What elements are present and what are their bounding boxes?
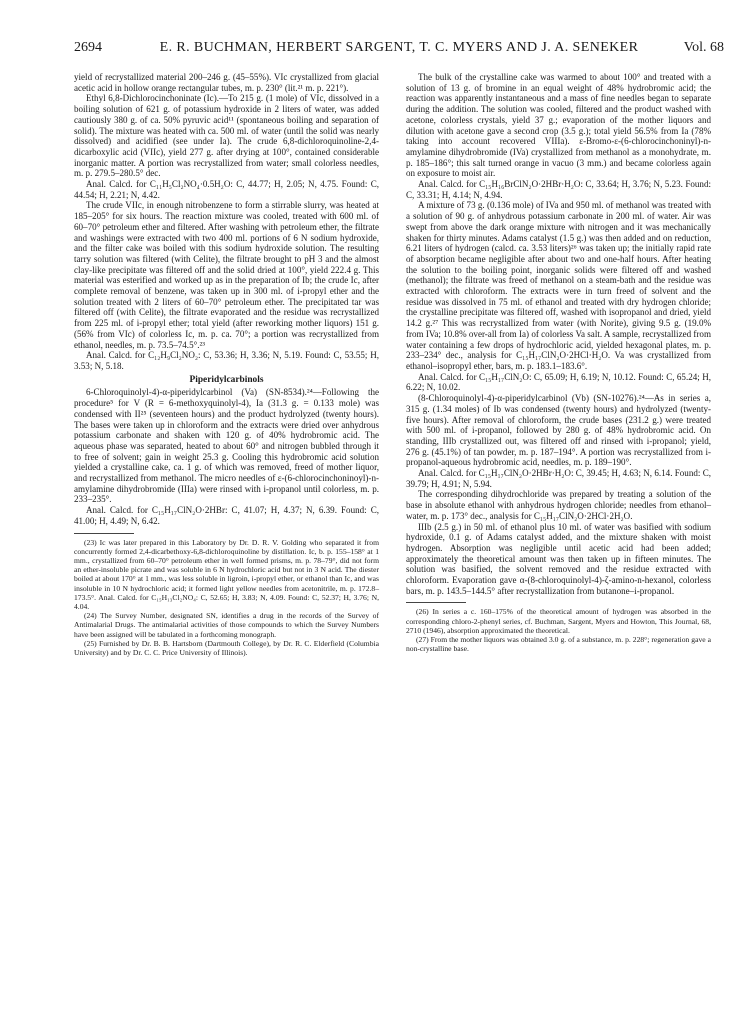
analysis-line: Anal. Calcd. for C₁₅H₁₇ClN₂O: C, 65.09; H, 6.19; N, 10.12. Found: C, 65.24; H, 6.22; N, 10.02. [406,371,711,393]
analysis-line: Anal. Calcd. for C₁₁H₅Cl₂NO₄·0.5H₂O: C, 44.77; H, 2.05; N, 4.75. Found: C, 44.54; H, 2.21; N, 4.42. [74,179,379,200]
paragraph: The crude VIIc, in enough nitrobenzene to form a stirrable slurry, was heated at 185–205° for six hours. The reaction mixture was cooled, treated with 600 ml. of 60–70° petroleum ether and filtered. After washing with petroleum ether, the filtrate and washings were extracted with two 400 ml. portions of 6 N sodium hydroxide, and the filter cake was boiled with this sodium hydroxide solution. The resulting tarry solution was filtered (with Celite), the filtrate brought to pH 3 and the almost clay-like precipitate was filtered off and the solid dried at 100°, yield 222.4 g. This material was esterified and worked up as in the preparation of Ib; the crude Ic, after complete removal of benzene, was taken up in 300 ml. of i-propyl ether and the solution treated with 2 liters of 60–70° petroleum ether. The precipitated tar was filtered off (with Celite), the filtrate evaporated and the residue was recrystallized from 225 ml. of i-propyl ether; total yield (after reworking mother liquors) 151 g. (56% from VIc) of colorless Ic, m. p. ca. 70°; a portion was recrystallized from ethanol, needles, m. p. 73.5–74.5°.²³ [74,200,379,350]
analysis-line: Anal. Calcd. for C₁₅H₁₇ClN₂O·2HBr: C, 41.07; H, 4.37; N, 6.39. Found: C, 41.00; H, 4.49; N, 6.42. [74,505,379,526]
subsection-paragraph: 6-Chloroquinolyl-4)-α-piperidylcarbinol (Va) (SN-8534).²⁴—Following the procedure⁵ for V (R = 6-methoxyquinolyl-4), Ia (31.3 g. = 0.133 mole) was condensed with II²⁵ (seventeen hours) and the product hydrolyzed (twenty hours). The bases were taken up in chloroform and the extracts were dried over anhydrous potassium carbonate and shaken with 120 g. of 40% hydrobromic acid. The aqueous phase was separated, heated to about 60° and nitrogen bubbled through it to free of solvent; gain in weight 25.3 g. Cooling this hydrobromic acid solution yielded a crystalline cake, ca. 1 g. of which was removed, freed of mother liquor, and recrystallized from methanol. The micro needles of ε-(6-chlorocinchoninoyl)-n-amylamine dihydrobromide (IIIa) were rinsed with i-propanol until colorless, m. p. 233–235°. [74,387,379,505]
paragraph: The bulk of the crystalline cake was warmed to about 100° and treated with a solution of 13 g. of bromine in an equal weight of 48% hydrobromic acid; the reaction was apparently instantaneous and a mass of fine needles began to separate during the addition. The solution was cooled, filtered and the product washed with acetone, colorless crystals, yield 37 g.; evaporation of the mother liquors and dilution with acetone gave a second crop (3.5 g.); total yield 56.5% from Ia (78% taking into account recovered VIIIa). ε-Bromo-ε-(6-chlorocinchoninyl)-n-amylamine dihydrobromide (IVa) crystallized from methanol as a monohydrate, m. p. 185–186°; this salt turned orange in vacuo (3 mm.) and became colorless again on exposure to moist air. [406,72,711,179]
footnote: (26) In series a c. 160–175% of the theoretical amount of hydrogen was absorbed in the corresponding chloro-2-phenyl series, cf. Buchman, Sargent, Myers and Howton, This Journal, 68, 2710 (1946), absorption approximated the theoretical. [406,607,711,635]
footnote: (24) The Survey Number, designated SN, identifies a drug in the records of the Survey of Antimalarial Drugs. The antimalarial activities of those compounds to which the Survey Numbers have been assigned will be tabulated in a forthcoming monograph. [74,611,379,639]
paragraph: Ethyl 6,8-Dichlorocinchoninate (Ic).—To 215 g. (1 mole) of VIc, dissolved in a boiling solution of 621 g. of potassium hydroxide in 2 liters of water, was added cautiously 380 g. of ca. 50% pyruvic acid¹¹ (spontaneous boiling and separation of solid). The mixture was heated with ca. 500 ml. of water (until the solid was nearly dissolved) and acidified (see under Ia). The crude 6,8-dichloroquinoline-2,4-dicarboxylic acid (VIIc), yield 277 g. after drying at 100°, contained considerable inorganic matter. A portion was recrystallized from water; small colorless needles, m. p. 279.5–280.5° dec. [74,93,379,179]
footnote: (25) Furnished by Dr. B. B. Hartsborn (Dartmouth College), by Dr. R. C. Elderfield (Columbia University) and by Dr. C. C. Price University of Illinois). [74,638,379,657]
page-number: 2694 [74,40,102,55]
analysis-line: Anal. Calcd. for C₁₂H₉Cl₂NO₂: C, 53.36; H, 3.36; N, 5.19. Found: C, 53.55; H, 3.53; N, 5.18. [74,350,379,371]
footnote-divider [74,533,134,534]
analysis-line: Anal. Calcd. for C₁₅H₁₇ClN₂O·2HBr·H₂O: C, 39.45; H, 4.63; N, 6.14. Found: C, 39.79; H, 4.91; N, 5.94. [406,468,711,489]
paragraph: yield of recrystallized material 200–246 g. (45–55%). VIc crystallized from glacial acetic acid in hollow orange rectangular tubes, m. p. 230° (lit.²¹ m. p. 221°). [74,72,379,93]
paragraph: The corresponding dihydrochloride was prepared by treating a solution of the base in absolute ethanol with anhydrous hydrogen chloride; needles from ethanol–water, m. p. 173° dec., analysis for C₁₅H₁₇ClN₂O·2HCl·2H₂O. [406,489,711,521]
page-header [74,40,724,58]
volume-label: Vol. 68 [683,40,724,55]
analysis-line: Anal. Calcd. for C₁₅H₁₆BrClN₂O·2HBr·H₂O: C, 33.64; H, 3.76; N, 5.23. Found: C, 33.31; H, 4.14; N, 4.94. [406,179,711,200]
subsection-paragraph: (8-Chloroquinolyl-4)-α-piperidylcarbinol (Vb) (SN-10276).²⁴—As in series a, 315 g. (1.34 moles) of Ib was condensed (twenty hours) and hydrolyzed (twenty-five hours). After removal of chloroform, the crude bases (231.2 g.) were treated with 500 ml. of i-propanol, followed by 280 g. of 48% hydrobromic acid. On standing, IIIb crystallized out, was filtered off and rinsed with i-propanol; yield, 276 g. (45.1%) of tan powder, m. p. 187–194°. A portion was recrystallized from i-propanol-aqueous hydrobromic acid, needles, m. p. 189–190°. [406,393,711,468]
paragraph: IIIb (2.5 g.) in 50 ml. of ethanol plus 10 ml. of water was basified with sodium hydroxide, 0.1 g. of Adams catalyst added, and the mixture shaken with moist hydrogen. Absorption was negligible until acetic acid had been added; approximately the theoretical amount was then taken up in fifteen minutes. The solution was basified, the solvent removed and the residue extracted with chloroform. Evaporation gave α-(8-chloroquinolyl-4)-ζ-amino-n-hexanol, colorless bars, m. p. 143.5–144.5° after recrystallization from butanone–i-propanol. [406,521,711,596]
footnote: (27) From the mother liquors was obtained 3.0 g. of a substance, m. p. 228°; regeneration gave a non-crystalline base. [406,635,711,654]
footnote-divider [406,602,466,603]
running-authors: E. R. BUCHMAN, HERBERT SARGENT, T. C. MYERS AND J. A. SENEKER [159,40,639,55]
left-column [74,72,379,657]
paragraph: A mixture of 73 g. (0.136 mole) of IVa and 950 ml. of methanol was treated with a solution of 90 g. of anhydrous potassium carbonate in 200 ml. of water. Air was swept from above the dark orange mixture with nitrogen and it was mechanically shaken for thirty minutes. Adams catalyst (1.5 g.) was then added and on reduction, 6.21 liters of hydrogen (calcd. ca. 3.53 liters)²⁶ was taken up; the initially rapid rate of absorption became negligible after about two and one-half hours. After heating the solution to the boiling point, inorganic solids were filtered off and washed (methanol); the filtrate was freed of methanol on a steam-bath and the residue was extracted with chloroform. The extracts were in turn freed of solvent and the residue was dissolved in 75 ml. of ethanol and treated with dry hydrogen chloride; the crystalline precipitate was filtered off, washed with isopropanol and dried, yield 14.2 g.²⁷ This was recrystallized from water (with Norite), giving 9.5 g. (19.0% from IVa; 10.8% over-all from Ia) of colorless Va salt. A sample, recrystallized from water containing a few drops of hydrochloric acid, yielded hexagonal plates, m. p. 233–234° dec., analysis for C₁₅H₁₇ClN₂O·2HCl·H₂O. Va was crystallized from ethanol–isopropyl ether, bars, m. p. 183.1–183.6°. [406,200,711,371]
right-column [406,72,711,653]
footnote: (23) Ic was later prepared in this Laboratory by Dr. D. R. V. Golding who separated it from concurrently formed 2,4-dicarbethoxy-6,8-dichloroquinoline by distillation. Ic, b. p. 155–158° at 1 mm., crystallized from 60–70° petroleum ether in well formed prisms, m. p. 78–79°, did not form an ether-insoluble picrate and was soluble in 6 N hydrochloric acid but not in 3 N acid. The diester boiled at about 170° at 1 mm., was less soluble in ligroin, i-propyl ether, or ethanol than Ic, and was insoluble in 10 N hydrochloric acid; it formed light yellow needles from acetonitrile, m. p. 172.8–173.5°. Anal. Calcd. for C₁₅H₁₃Cl₂NO₄: C, 52.65; H, 3.83; N, 4.09. Found: C, 52.37; H, 3.76; N, 4.04. [74,537,379,611]
section-heading: Piperidylcarbinols [189,374,264,385]
